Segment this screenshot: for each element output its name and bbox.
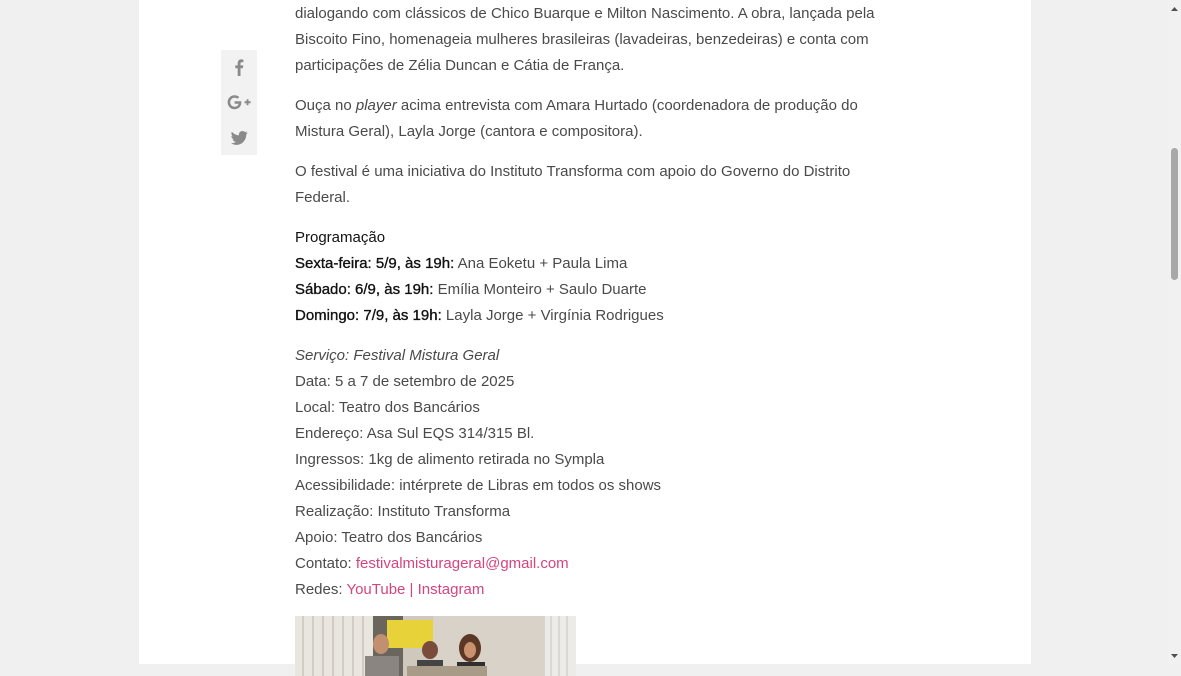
schedule-artists: Emília Monteiro + Saulo Duarte [433,281,647,298]
programacao-title: Programação [295,229,386,246]
google-plus-share-button[interactable] [221,85,257,120]
twitter-share-button[interactable] [221,120,257,155]
paragraph-festival: O festival é uma iniciativa do Instituto Transforma com apoio do Governo do Distrito Federal. [295,163,851,206]
article-photo[interactable] [295,616,576,676]
scroll-down-arrow-icon[interactable] [1168,649,1181,662]
schedule-row [295,277,885,303]
facebook-icon [234,59,244,76]
programacao-section [295,225,885,329]
paragraph-intro: dialogando com clássicos de Chico Buarque e Milton Nascimento. A obra, lançada pela Biscoito Fino, homenageia mulheres brasileiras (lavadeiras, benzedeiras) e conta com participações de Zélia Duncan e Cátia de França. [295,5,875,74]
servico-line-realizacao: Realização: Instituto Transforma [295,503,511,520]
share-bar [221,50,257,155]
facebook-share-button[interactable] [221,50,257,85]
contato-line [295,551,885,577]
schedule-row [295,251,885,277]
servico-line-acessibilidade: Acessibilidade: intérprete de Libras em todos os shows [295,477,662,494]
paragraph-player-text-a: Ouça no [295,97,356,114]
servico-line-apoio: Apoio: Teatro dos Bancários [295,529,483,546]
article-page [139,0,1031,664]
contato-email-link[interactable]: festivalmisturageral@gmail.com [355,555,569,572]
servico-section [295,343,885,603]
instagram-link[interactable]: Instagram [417,581,485,598]
servico-line-data: Data: 5 a 7 de setembro de 2025 [295,373,515,390]
servico-line-local: Local: Teatro dos Bancários [295,399,480,416]
servico-title [295,343,885,369]
servico-line-endereco: Endereço: Asa Sul EQS 314/315 Bl. [295,425,535,442]
redes-label: Redes: [295,581,347,598]
youtube-link[interactable]: YouTube [346,581,406,598]
scroll-up-arrow-icon[interactable] [1168,2,1181,15]
vertical-scrollbar[interactable] [1168,0,1181,664]
schedule-day: Domingo: 7/9, às 19h: [295,307,442,324]
redes-line [295,577,885,603]
schedule-artists: Layla Jorge + Virgínia Rodrigues [441,307,664,324]
scrollbar-thumb[interactable] [1171,148,1178,280]
schedule-artists: Ana Eoketu + Paula Lima [454,255,628,272]
schedule-day: Sábado: 6/9, às 19h: [295,281,434,298]
servico-line-ingressos: Ingressos: 1kg de alimento retirada no Sympla [295,451,605,468]
schedule-day: Sexta-feira: 5/9, às 19h: [295,255,455,272]
player-emphasis: player [355,97,397,114]
paragraph-player [295,93,885,145]
paragraph-player-text-b: acima entrevista com Amara Hurtado (coordenadora de produção do Mistura Geral), Layla Jorge (cantora e compositora). [295,97,858,140]
twitter-icon [231,131,248,145]
schedule-row [295,303,885,329]
article-body [295,0,885,603]
photo-image [295,616,576,676]
servico-title-text: Serviço: Festival Mistura Geral [295,347,500,364]
contato-label: Contato: [295,555,356,572]
google-plus-icon [227,95,251,110]
redes-separator: | [405,581,418,598]
